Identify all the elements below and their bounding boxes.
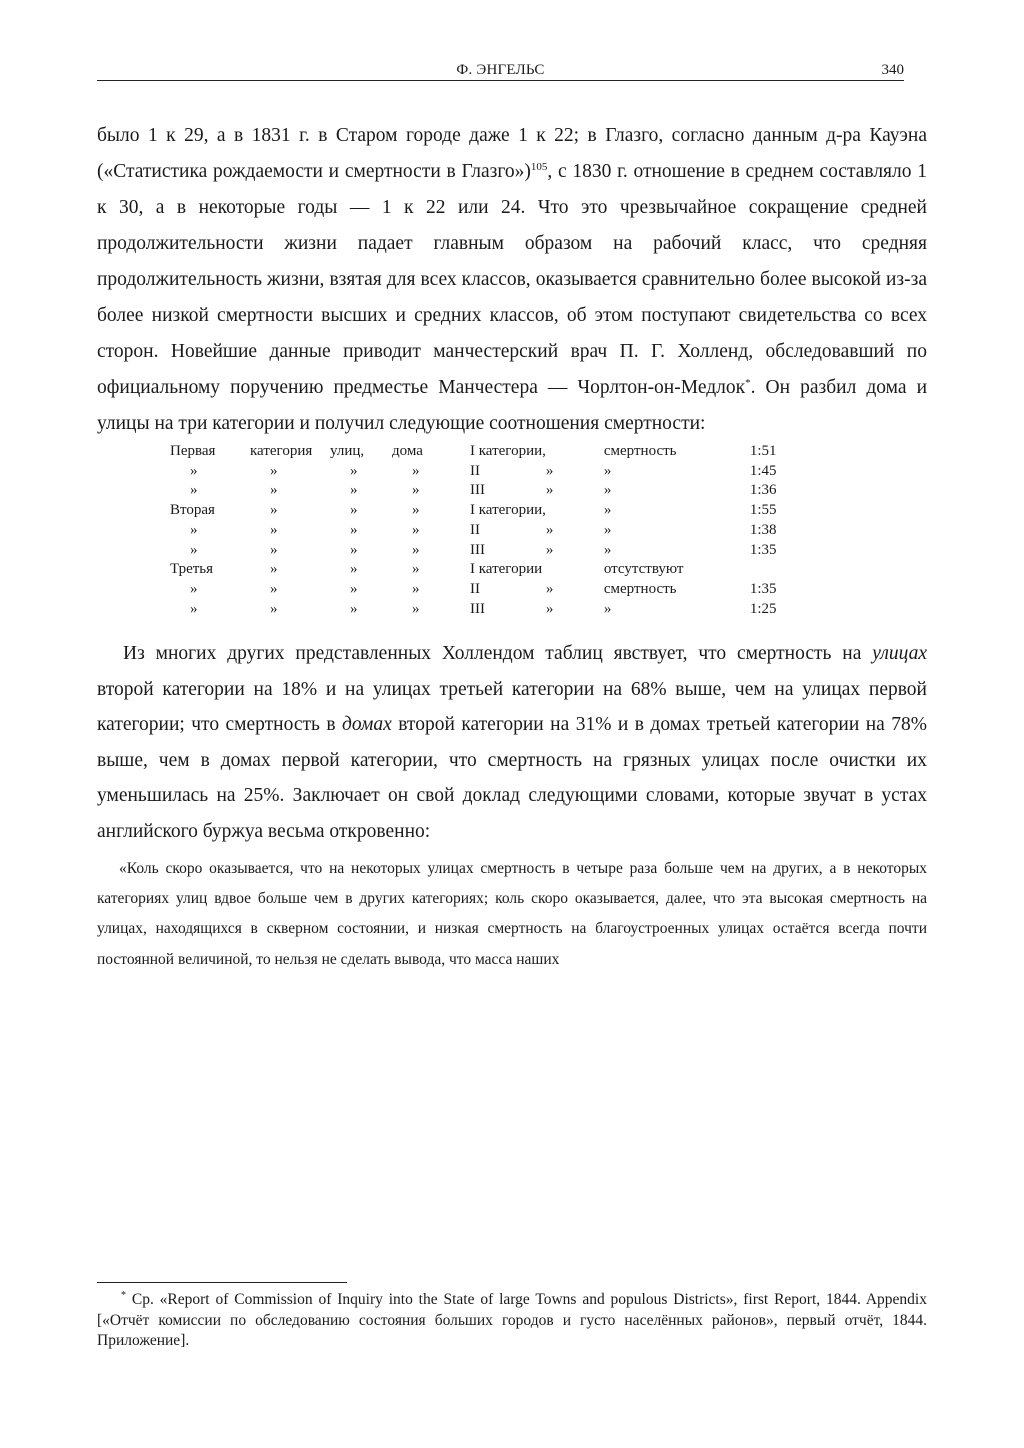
table-cell [392,442,470,462]
table-cell [750,501,790,521]
paragraph-text: , с 1830 г. отношение в среднем составляло 1 к 30, а в некоторые годы — 1 к 22 или 24. Что это чрезвычайное сокращение средней продолжительности жизни падает главным образом на рабочий класс, что средняя продолжительность жизни, взятая для всех классов, оказывается сравнительно более высокой из-за более низкой смертности высших и средних классов, об этом поступают свидетельства со всех сторон. Новейшие данные приводит манчестерский врач П. Г. Холленд, обследовавший по официальному поручению предместье Манчестера — Чорлтон-он-Медлок [97,161,927,398]
table-cell [170,442,250,462]
table-cell [750,481,790,501]
table-cell [330,481,392,501]
cell-text: » [545,521,554,538]
footnote-text: Ср. «Report of Commission of Inquiry into the State of large Towns and populous Districts», first Report, 1844. Appendix [«Отчёт комиссии по обследованию состояния больших городов и густо населённых районов», первый отчёт, 1844. Приложение]. [97,1291,927,1349]
table-cell [170,481,250,501]
table-cell [170,600,250,620]
cell-text: 1:38 [749,521,777,538]
table-cell [470,501,546,521]
table-cell [546,501,604,521]
cell-text: » [190,541,198,558]
cell-text: » [270,521,278,538]
cell-text: » [350,561,358,578]
cell-text: I категории [470,561,543,578]
table-cell [170,462,250,482]
cell-text: » [350,502,358,519]
table-cell [392,462,470,482]
table-cell [750,462,790,482]
cell-text: » [412,482,420,499]
cell-text: » [545,580,554,597]
cell-text: » [270,600,278,617]
cell-text: » [270,561,278,578]
cell-text: дома [392,443,423,459]
cell-text: » [270,462,278,479]
table-cell [604,600,750,620]
paragraph-holland-findings [97,636,927,849]
table-cell [470,541,546,561]
cell-text: смертность [603,443,677,459]
cell-text: » [545,482,554,499]
cell-text: » [350,521,358,538]
cell-text: » [603,482,612,499]
table-cell [750,521,790,541]
cell-text: » [350,580,358,597]
cell-text: » [350,541,358,558]
cell-text: » [603,600,612,617]
cell-text: » [350,482,358,499]
cell-text: » [412,502,420,519]
table-cell [330,600,392,620]
emphasis-streets: улицах [872,643,927,664]
cell-text: Третья [170,561,214,578]
cell-text: III [470,482,485,499]
cell-text: » [412,521,420,538]
table-row [170,462,790,482]
cell-text: » [412,541,420,558]
table-cell [392,481,470,501]
cell-text: » [190,462,198,479]
table-cell [546,600,604,620]
cell-text: » [412,600,420,617]
cell-text: » [190,600,198,617]
table-cell [250,462,330,482]
table-cell [330,580,392,600]
paragraph-text: . Он разбил дома и улицы на три категории и получил следующие соотношения смертности: [97,377,928,434]
table-cell [750,580,790,600]
cell-text: II [470,580,480,597]
cell-text: » [270,502,278,519]
cell-text: » [603,502,612,519]
cell-text: III [470,600,485,617]
cell-text: » [350,600,358,617]
table-cell [546,462,604,482]
page-number: 340 [881,62,904,78]
table-cell [330,541,392,561]
table-cell [750,442,790,462]
table-cell [546,541,604,561]
table-cell [470,600,546,620]
cell-text: » [270,541,278,558]
cell-text: » [603,462,612,479]
cell-text: » [270,482,278,499]
cell-text: 1:25 [749,600,777,617]
cell-text: II [470,521,480,538]
running-header [97,60,904,81]
cell-text: » [545,600,554,617]
cell-text: » [190,580,198,597]
table-cell [392,521,470,541]
table-cell [750,560,790,580]
table-cell [604,481,750,501]
cell-text: 1:45 [749,462,777,479]
table-row [170,501,790,521]
table-cell [330,442,392,462]
cell-text: » [412,561,420,578]
cell-text: смертность [603,580,677,597]
table-cell [250,521,330,541]
cell-text: » [270,580,278,597]
table-row [170,580,790,600]
table-cell [604,580,750,600]
paragraph-text: второй категории на 31% и в домах третьей категории на 78% выше, чем в домах первой категории, что смертность на грязных улицах после очистки их уменьшилась на 25%. Заключает он свой доклад следующими словами, которые звучат в устах английского буржуа весьма откровенно: [97,714,928,842]
cell-text: » [603,521,612,538]
table-cell [250,580,330,600]
table-cell [470,580,546,600]
table-cell [546,521,604,541]
table-row [170,521,790,541]
table-cell [604,541,750,561]
footnote-ref-asterisk[interactable]: * [745,377,751,389]
table-cell [470,481,546,501]
cell-text: 1:55 [749,502,777,519]
table-cell [250,501,330,521]
table-cell [250,541,330,561]
table-cell [604,521,750,541]
table-cell [750,600,790,620]
cell-text: II [470,462,480,479]
cell-text: 1:51 [749,443,777,459]
table-cell [330,560,392,580]
cell-text: » [412,580,420,597]
paragraph-mortality-intro [97,118,927,442]
table-cell [330,501,392,521]
paragraph-text: Из многих других представленных Холлендом таблиц явствует, что смертность на [123,643,873,664]
cell-text: » [412,462,420,479]
table-row [170,481,790,501]
table-cell [250,481,330,501]
cell-text: » [603,541,612,558]
table-cell [392,580,470,600]
footnote [97,1290,927,1352]
cell-text: » [545,541,554,558]
table-row [170,560,790,580]
cell-text: III [470,541,485,558]
table-cell [250,600,330,620]
mortality-table-body [170,442,790,619]
cell-text: 1:35 [749,541,777,558]
table-cell [470,560,546,580]
cell-text: I категории, [470,502,546,519]
table-cell [392,600,470,620]
cell-text: 1:35 [749,580,777,597]
table-cell [250,442,330,462]
table-cell [170,541,250,561]
table-cell [330,521,392,541]
cell-text: » [190,482,198,499]
emphasis-houses: домах [342,714,392,735]
footnote-marker: * [121,1290,126,1301]
cell-text: Первая [170,443,216,459]
quote-text: «Коль скоро оказывается, что на некоторых улицах смертность в четыре раза больше чем на других, а в некоторых категориях улиц вдвое больше чем в других категориях; коль скоро оказывается, далее, что эта высокая смертность на улицах, находящихся в скверном состоянии, и низкая смертность на благоустроенных улицах остаётся всегда почти постоянной величиной, то нельзя не сделать вывода, что масса наших [97,860,927,968]
table-cell [392,541,470,561]
paragraph-text: второй категории на 18% и на улицах третьей категории на 68% выше, чем на улицах первой категории; что смертность в [97,678,927,735]
table-cell [170,560,250,580]
table-row [170,600,790,620]
mortality-table [170,442,790,619]
cell-text: отсутствуют [603,561,684,578]
endnote-ref-105[interactable]: 105 [530,161,548,173]
paragraph-text: было 1 к 29, а в 1831 г. в Старом городе даже 1 к 22; в Глазго, согласно данным д-ра Кауэна («Статистика рождаемости и смертности в Глазго») [97,125,927,182]
table-cell [546,442,604,462]
table-cell [170,521,250,541]
cell-text: » [545,462,554,479]
table-cell [546,481,604,501]
block-quote [97,854,927,975]
cell-text: Вторая [170,502,215,519]
table-cell [470,521,546,541]
cell-text: 1:36 [749,482,777,499]
header-author: Ф. ЭНГЕЛЬС [456,62,545,78]
table-cell [170,501,250,521]
table-cell [470,442,546,462]
table-cell [604,560,750,580]
table-cell [392,501,470,521]
table-cell [604,462,750,482]
cell-text: » [350,462,358,479]
table-cell [470,462,546,482]
table-row [170,442,790,462]
table-cell [546,580,604,600]
table-cell [330,462,392,482]
cell-text: I категории, [470,443,546,459]
table-cell [604,442,750,462]
cell-text: » [190,521,198,538]
table-cell [604,501,750,521]
table-cell [750,541,790,561]
table-cell [392,560,470,580]
cell-text: улиц, [330,443,365,459]
footnote-divider [97,1282,347,1283]
table-cell [250,560,330,580]
cell-text: категория [250,443,313,459]
table-row [170,541,790,561]
table-cell [170,580,250,600]
table-cell [546,560,604,580]
